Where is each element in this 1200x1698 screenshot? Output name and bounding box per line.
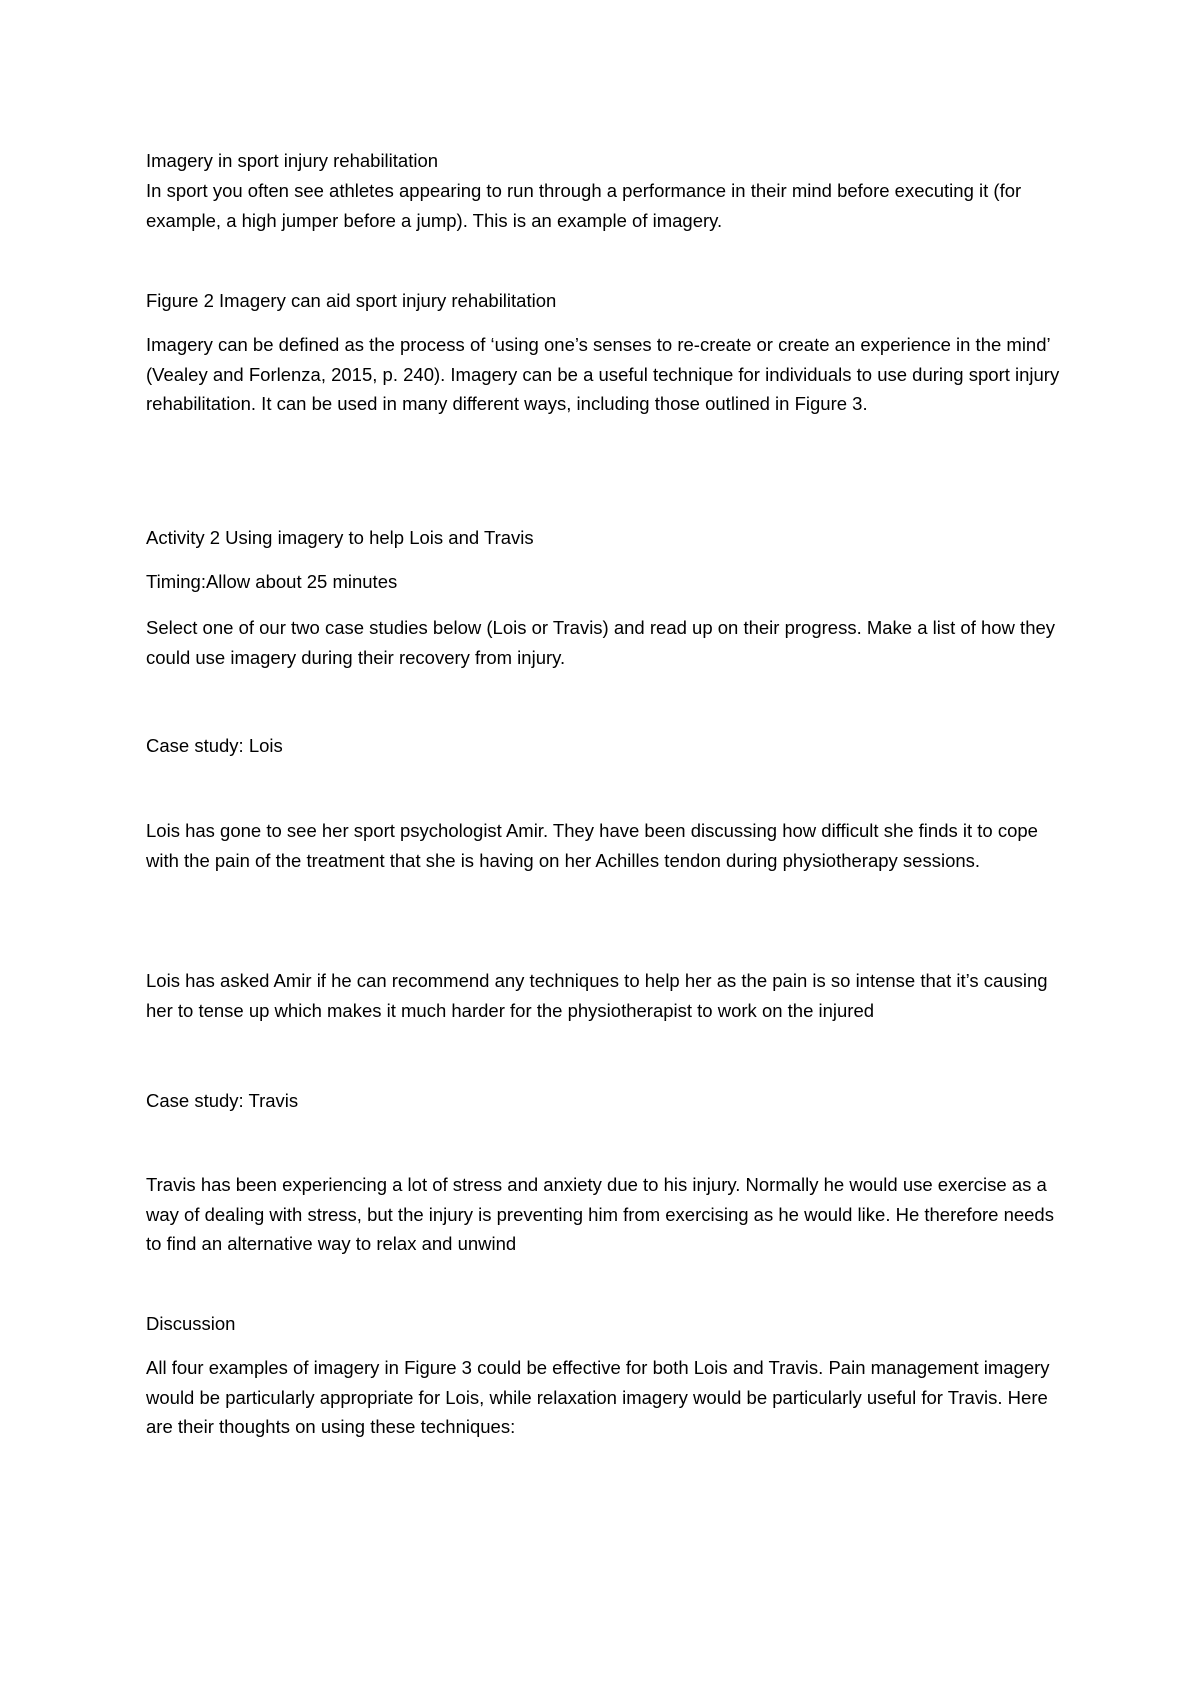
case-lois-heading: Case study: Lois [146,735,283,756]
intro-paragraph: In sport you often see athletes appearing to run through a performance in their mind before executing it (for example, a high jumper before a jump). This is an example of imagery. [146,180,1022,231]
case-lois-paragraph-1: Lois has gone to see her sport psychologist Amir. They have been discussing how difficult she finds it to cope with the pain of the treatment that she is having on her Achilles tendon during physiotherapy sessions. [146,820,1038,871]
case-lois-paragraph-2: Lois has asked Amir if he can recommend any techniques to help her as the pain is so intense that it’s causing her to tense up which makes it much harder for the physiotherapist to work on the injured [146,970,1048,1021]
timing-line: Timing:Allow about 25 minutes [146,571,398,592]
activity-instructions: Select one of our two case studies below (Lois or Travis) and read up on their progress. Make a list of how they could use imagery during their recovery from injury. [146,617,1056,668]
case-travis-paragraph: Travis has been experiencing a lot of stress and anxiety due to his injury. Normally he would use exercise as a way of dealing with stress, but the injury is preventing him from exercising as he would like. He therefore needs to find an alternative way to relax and unwind [146,1174,1054,1254]
discussion-heading: Discussion [146,1313,236,1334]
discussion-paragraph: All four examples of imagery in Figure 3 could be effective for both Lois and Travis. Pain management imagery would be particularly appropriate for Lois, while relaxation imagery would be particularly useful for Travis. Here are their thoughts on using these techniques: [146,1357,1050,1437]
definition-paragraph: Imagery can be defined as the process of ‘using one’s senses to re-create or create an experience in the mind’ (Vealey and Forlenza, 2015, p. 240). Imagery can be a useful technique for individuals to use during sport injury rehabilitation. It can be used in many different ways, including those outlined in Figure 3. [146,334,1060,414]
activity-title: Activity 2 Using imagery to help Lois and Travis [146,527,534,548]
document-title: Imagery in sport injury rehabilitation [146,150,439,171]
case-travis-heading: Case study: Travis [146,1090,299,1111]
figure-caption: Figure 2 Imagery can aid sport injury rehabilitation [146,290,557,311]
